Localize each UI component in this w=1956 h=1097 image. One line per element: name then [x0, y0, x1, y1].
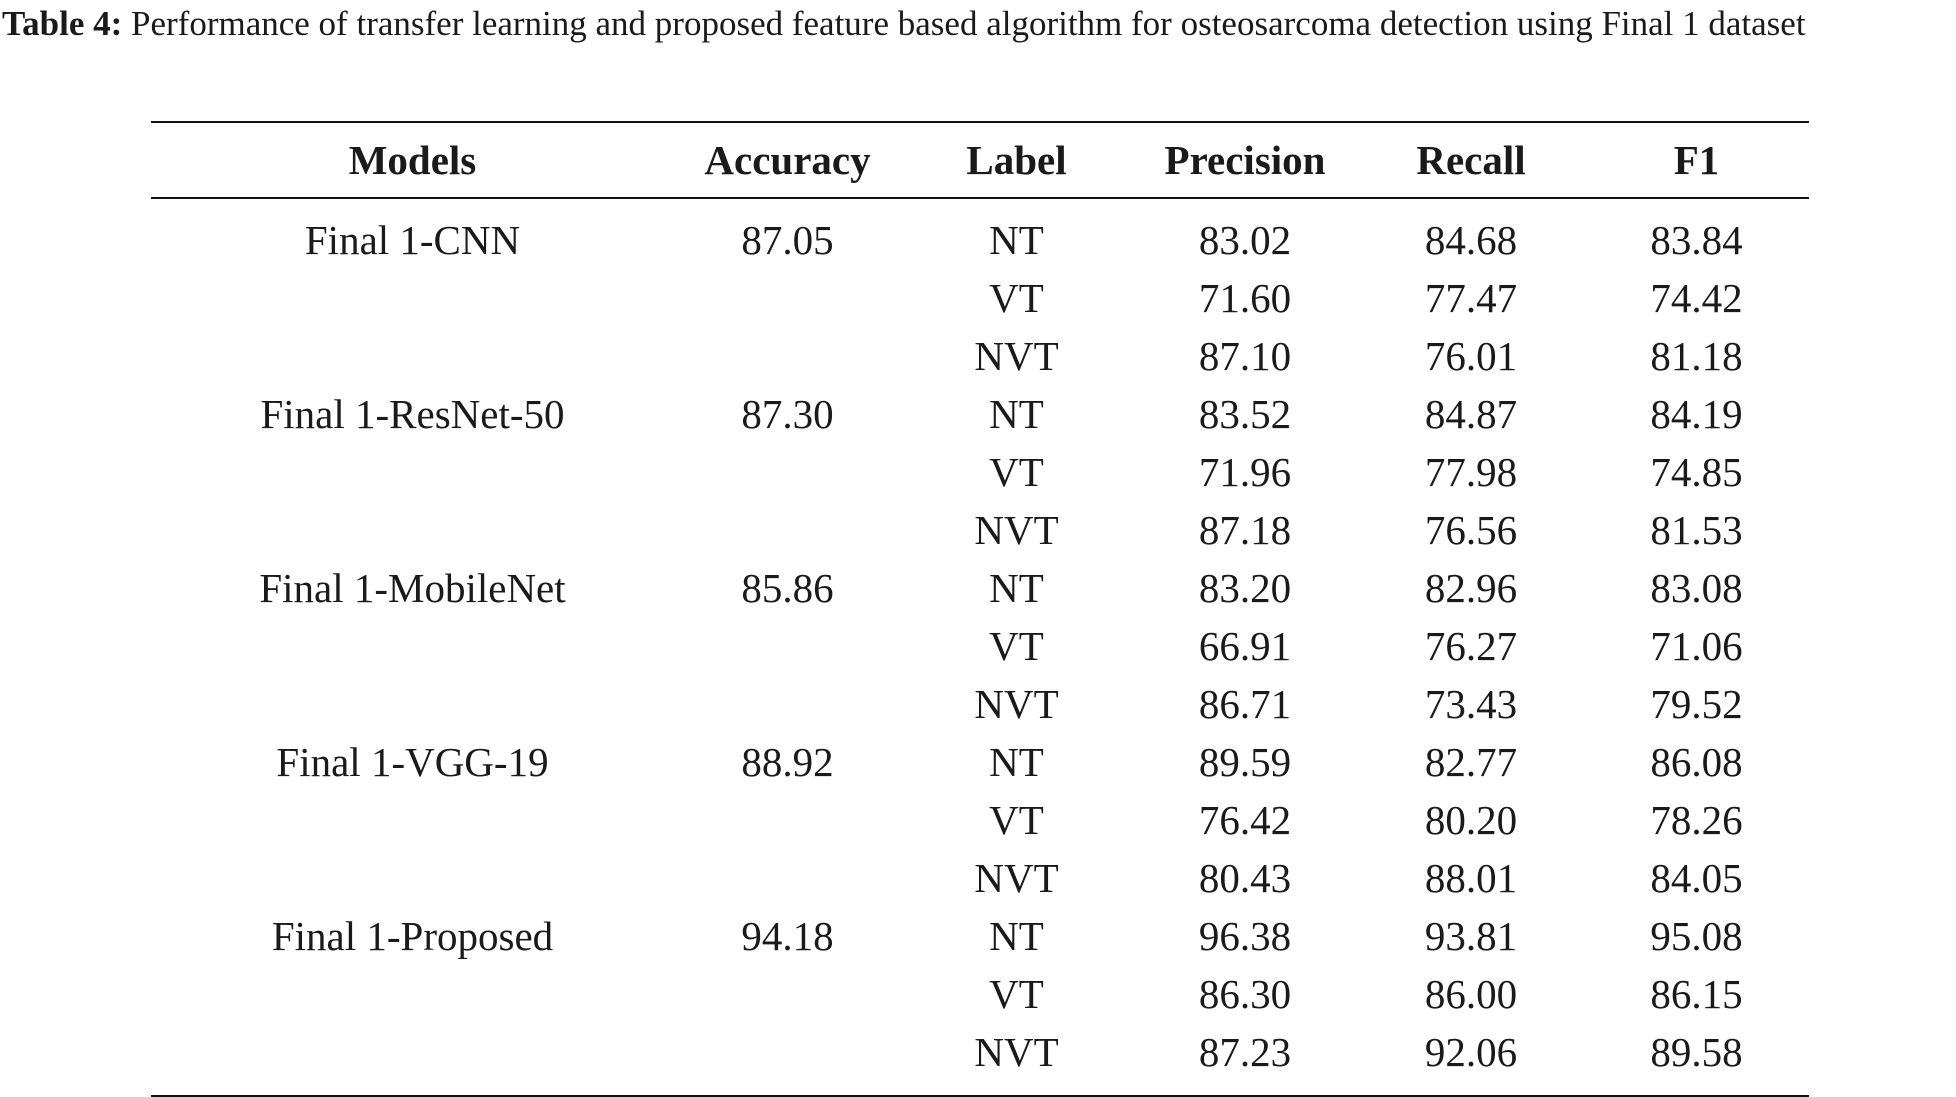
recall-cell: 76.56 [1424, 507, 1518, 553]
label-cell: NVT [974, 1029, 1059, 1075]
f1-cell: 84.19 [1650, 391, 1743, 437]
header-models: Models [348, 137, 477, 183]
precision-cell: 83.20 [1198, 565, 1292, 611]
precision-cell: 87.10 [1198, 333, 1292, 379]
model-cell: Final 1-Proposed [271, 913, 554, 959]
model-cell [151, 501, 674, 559]
table-row [151, 385, 1809, 443]
table-row [151, 907, 1809, 965]
label-cell: NVT [974, 333, 1059, 379]
f1-cell: 86.08 [1650, 739, 1743, 785]
recall-cell: 88.01 [1424, 855, 1518, 901]
model-cell [151, 965, 674, 1023]
table-row [151, 617, 1809, 675]
accuracy-cell: 87.30 [741, 391, 834, 437]
f1-cell: 78.26 [1650, 797, 1743, 843]
model-cell [151, 327, 674, 385]
accuracy-cell [674, 269, 901, 327]
model-cell: Final 1-CNN [304, 217, 521, 263]
table-row [151, 675, 1809, 733]
table-row [151, 1023, 1809, 1081]
label-cell: NT [989, 391, 1044, 437]
table-bottom-spacer [151, 1081, 1809, 1095]
header-f1: F1 [1673, 137, 1720, 183]
recall-cell: 93.81 [1424, 913, 1518, 959]
table-row [151, 327, 1809, 385]
precision-cell: 86.71 [1198, 681, 1292, 727]
f1-cell: 86.15 [1650, 971, 1743, 1017]
label-cell: NVT [974, 855, 1059, 901]
f1-cell: 95.08 [1650, 913, 1743, 959]
label-cell: NT [989, 565, 1044, 611]
precision-cell: 71.96 [1198, 449, 1292, 495]
f1-cell: 83.08 [1650, 565, 1743, 611]
label-cell: NT [989, 913, 1044, 959]
accuracy-cell: 85.86 [741, 565, 834, 611]
results-table-container [151, 121, 1809, 1097]
accuracy-cell [674, 617, 901, 675]
label-cell: VT [989, 449, 1044, 495]
accuracy-cell [674, 443, 901, 501]
caption-text: Performance of transfer learning and proposed feature based algorithm for osteosarcoma detection using Final 1 dataset [122, 4, 1806, 43]
accuracy-cell: 94.18 [741, 913, 834, 959]
recall-cell: 73.43 [1424, 681, 1518, 727]
results-table [151, 123, 1809, 197]
f1-cell: 84.05 [1650, 855, 1743, 901]
precision-cell: 87.18 [1198, 507, 1292, 553]
model-cell [151, 269, 674, 327]
precision-cell: 87.23 [1198, 1029, 1292, 1075]
recall-cell: 76.01 [1424, 333, 1518, 379]
f1-cell: 81.53 [1650, 507, 1743, 553]
f1-cell: 89.58 [1650, 1029, 1743, 1075]
accuracy-cell [674, 1023, 901, 1081]
table-caption [2, 0, 1952, 48]
caption-label: Table 4: [2, 4, 123, 43]
table-body [151, 199, 1809, 1095]
header-precision: Precision [1164, 137, 1326, 183]
label-cell: VT [989, 971, 1044, 1017]
accuracy-cell [674, 675, 901, 733]
accuracy-cell: 88.92 [741, 739, 834, 785]
accuracy-cell [674, 501, 901, 559]
header-label: Label [966, 137, 1067, 183]
model-cell: Final 1-MobileNet [259, 565, 566, 611]
label-cell: NT [989, 739, 1044, 785]
accuracy-cell [674, 965, 901, 1023]
model-cell: Final 1-VGG-19 [276, 739, 549, 785]
recall-cell: 80.20 [1424, 797, 1518, 843]
recall-cell: 84.87 [1424, 391, 1518, 437]
recall-cell: 77.98 [1424, 449, 1518, 495]
model-cell [151, 791, 674, 849]
f1-cell: 71.06 [1650, 623, 1743, 669]
accuracy-cell [674, 849, 901, 907]
table-row [151, 733, 1809, 791]
table-row [151, 199, 1809, 269]
label-cell: NVT [974, 681, 1059, 727]
f1-cell: 79.52 [1650, 681, 1743, 727]
header-accuracy: Accuracy [704, 137, 871, 183]
model-cell [151, 1023, 674, 1081]
recall-cell: 82.77 [1424, 739, 1518, 785]
accuracy-cell [674, 327, 901, 385]
f1-cell: 74.85 [1650, 449, 1743, 495]
precision-cell: 76.42 [1198, 797, 1292, 843]
label-cell: VT [989, 623, 1044, 669]
precision-cell: 96.38 [1198, 913, 1292, 959]
model-cell [151, 849, 674, 907]
precision-cell: 83.52 [1198, 391, 1292, 437]
header-recall: Recall [1416, 137, 1526, 183]
results-table-body [151, 199, 1809, 1095]
table-row [151, 791, 1809, 849]
table-row [151, 443, 1809, 501]
precision-cell: 83.02 [1198, 217, 1292, 263]
recall-cell: 77.47 [1424, 275, 1518, 321]
precision-cell: 71.60 [1198, 275, 1292, 321]
precision-cell: 86.30 [1198, 971, 1292, 1017]
recall-cell: 86.00 [1424, 971, 1518, 1017]
precision-cell: 80.43 [1198, 855, 1292, 901]
table-row [151, 849, 1809, 907]
accuracy-cell: 87.05 [741, 217, 834, 263]
model-cell [151, 443, 674, 501]
table-row [151, 965, 1809, 1023]
label-cell: NVT [974, 507, 1059, 553]
table-row [151, 269, 1809, 327]
recall-cell: 82.96 [1424, 565, 1518, 611]
f1-cell: 81.18 [1650, 333, 1743, 379]
spacer-cell [151, 1081, 1809, 1095]
model-cell: Final 1-ResNet-50 [260, 391, 565, 437]
header-row [151, 123, 1809, 197]
f1-cell: 74.42 [1650, 275, 1743, 321]
table-row [151, 501, 1809, 559]
table-row [151, 559, 1809, 617]
label-cell: VT [989, 275, 1044, 321]
model-cell [151, 617, 674, 675]
recall-cell: 76.27 [1424, 623, 1518, 669]
recall-cell: 84.68 [1424, 217, 1518, 263]
recall-cell: 92.06 [1424, 1029, 1518, 1075]
label-cell: VT [989, 797, 1044, 843]
label-cell: NT [989, 217, 1044, 263]
accuracy-cell [674, 791, 901, 849]
f1-cell: 83.84 [1650, 217, 1743, 263]
precision-cell: 89.59 [1198, 739, 1292, 785]
model-cell [151, 675, 674, 733]
precision-cell: 66.91 [1198, 623, 1292, 669]
